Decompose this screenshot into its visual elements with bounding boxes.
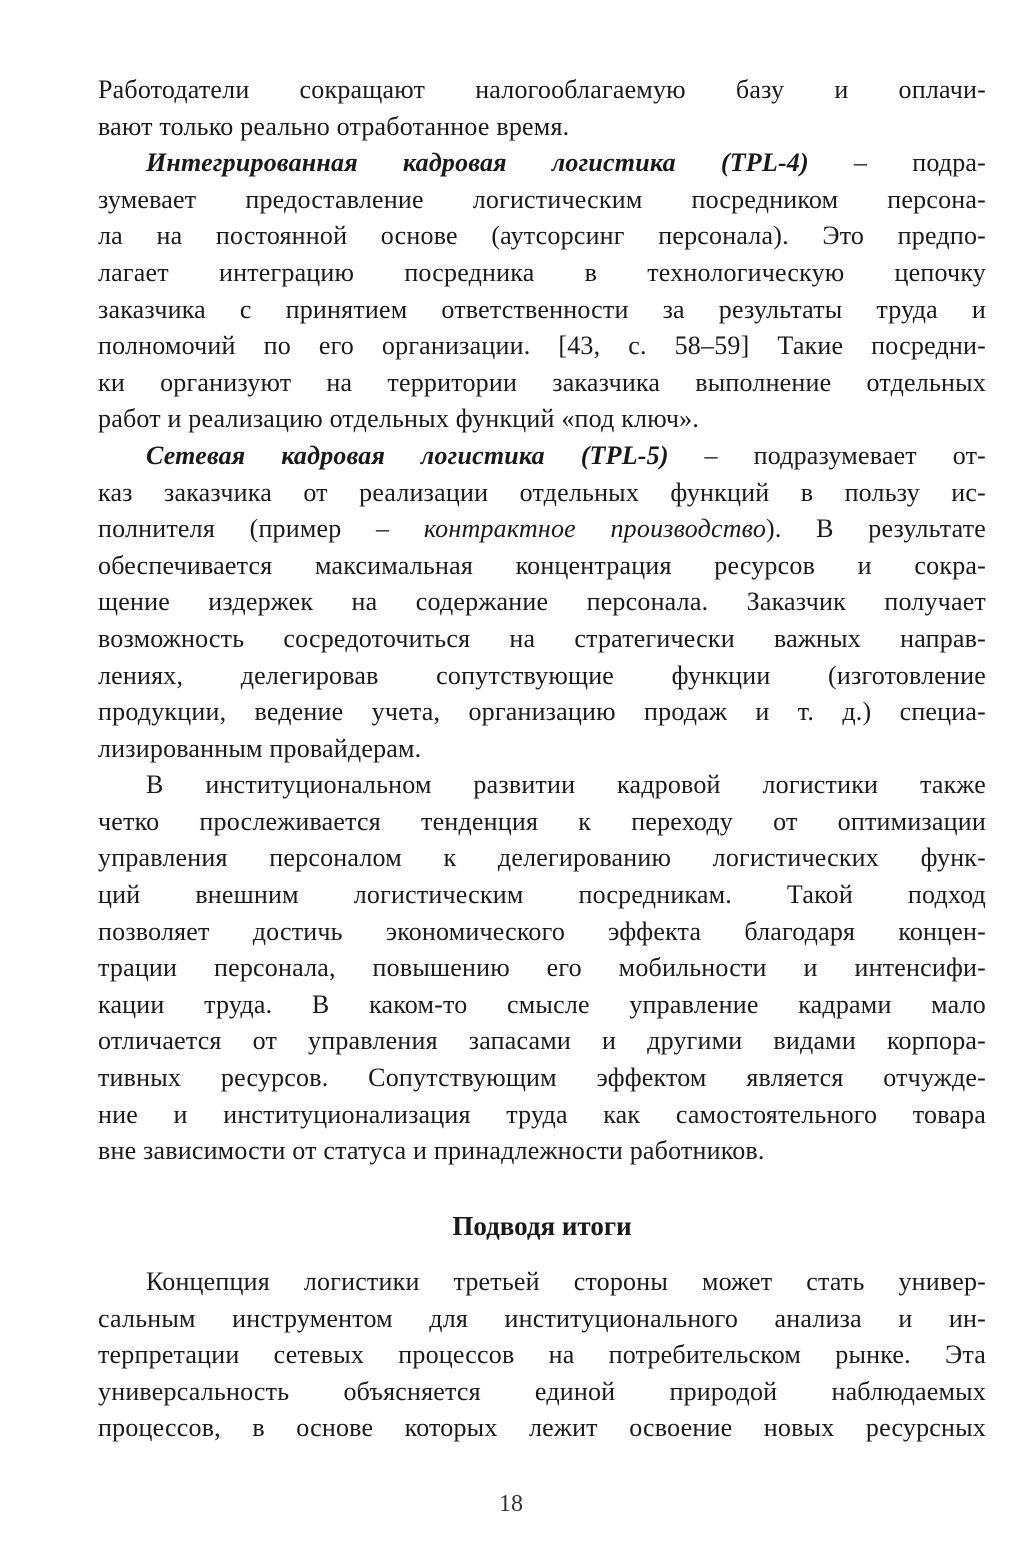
text-line: управления персоналом к делегированию логистических функ-: [98, 843, 986, 873]
text-line: Концепция логистики третьей стороны может стать универ-: [146, 1267, 986, 1296]
text-line: процессов, в основе которых лежит освоение новых ресурсных: [98, 1413, 986, 1443]
text-line: кации труда. В каком-то смысле управление кадрами мало: [98, 989, 986, 1019]
text-line: трации персонала, повышению его мобильности и интенсифи-: [98, 953, 986, 983]
section-heading: Подводя итоги: [452, 1211, 632, 1241]
text-line: [98, 145, 986, 182]
text-line: четко прослеживается тенденция к переходу от оптимизации: [98, 806, 986, 836]
text-fragment: – подразумевает от-: [668, 440, 986, 470]
text-line: отличается от управления запасами и другими видами корпора-: [98, 1026, 986, 1056]
text-line: ций внешним логистическим посредникам. Такой подход: [98, 880, 986, 910]
text-line: универсальность объясняется единой природой наблюдаемых: [98, 1376, 986, 1406]
text-line: продукции, ведение учета, организацию продаж и т. д.) специа-: [98, 697, 986, 727]
text-line: каз заказчика от реализации отдельных функций в пользу ис-: [98, 477, 986, 507]
text-line: ла на постоянной основе (аутсорсинг персонала). Это предпо-: [98, 221, 986, 251]
text-line: ки организуют на территории заказчика выполнение отдельных: [98, 367, 986, 397]
text-line: позволяет достичь экономического эффекта благодаря концен-: [98, 916, 986, 946]
text-line: [98, 511, 986, 548]
text-line: щение издержек на содержание персонала. Заказчик получает: [98, 587, 986, 617]
text-line: вают только реально отработанное время.: [98, 111, 570, 141]
text-line: ние и институционализация труда как самостоятельного товара: [98, 1099, 986, 1129]
text-fragment: – подра-: [808, 148, 986, 178]
text-line: тивных ресурсов. Сопутствующим эффектом является отчужде-: [98, 1063, 986, 1093]
text-line: вне зависимости от статуса и принадлежности работников.: [98, 1136, 765, 1166]
text-line: полномочий по его организации. [43, с. 58–59] Такие посредни-: [98, 331, 986, 361]
final-paragraph: [98, 1264, 986, 1447]
term-tpl4: Интегрированная кадровая логистика (TPL-4): [146, 148, 809, 178]
term-tpl5: Сетевая кадровая логистика (TPL-5): [146, 440, 669, 470]
text-line: В институциональном развитии кадровой логистики также: [146, 770, 986, 800]
text-line: возможность сосредоточиться на стратегически важных направ-: [98, 623, 986, 653]
text-line: лениях, делегировав сопутствующие функции (изготовление: [98, 660, 986, 690]
text-line: лизированным провайдерам.: [98, 733, 422, 763]
page-number: 18: [499, 1491, 523, 1517]
text-line: работ и реализацию отдельных функций «под ключ».: [98, 404, 700, 434]
body-text: [98, 72, 986, 1170]
italic-phrase: контрактное производство: [423, 514, 767, 544]
text-line: Работодатели сокращают налогооблагаемую базу и оплачи-: [98, 75, 986, 104]
text-line: лагает интеграцию посредника в технологическую цепочку: [98, 257, 986, 287]
text-line: [98, 438, 986, 475]
text-line: терпретации сетевых процессов на потребительском рынке. Эта: [98, 1340, 986, 1370]
text-line: сальным инструментом для институционального анализа и ин-: [98, 1303, 986, 1333]
text-line: заказчика с принятием ответственности за результаты труда и: [98, 294, 986, 324]
text-fragment: полнителя (пример –: [98, 514, 424, 544]
text-line: зумевает предоставление логистическим посредником персона-: [98, 184, 986, 214]
text-fragment: ). В результате: [766, 514, 987, 544]
text-line: обеспечивается максимальная концентрация ресурсов и сокра-: [98, 550, 986, 580]
